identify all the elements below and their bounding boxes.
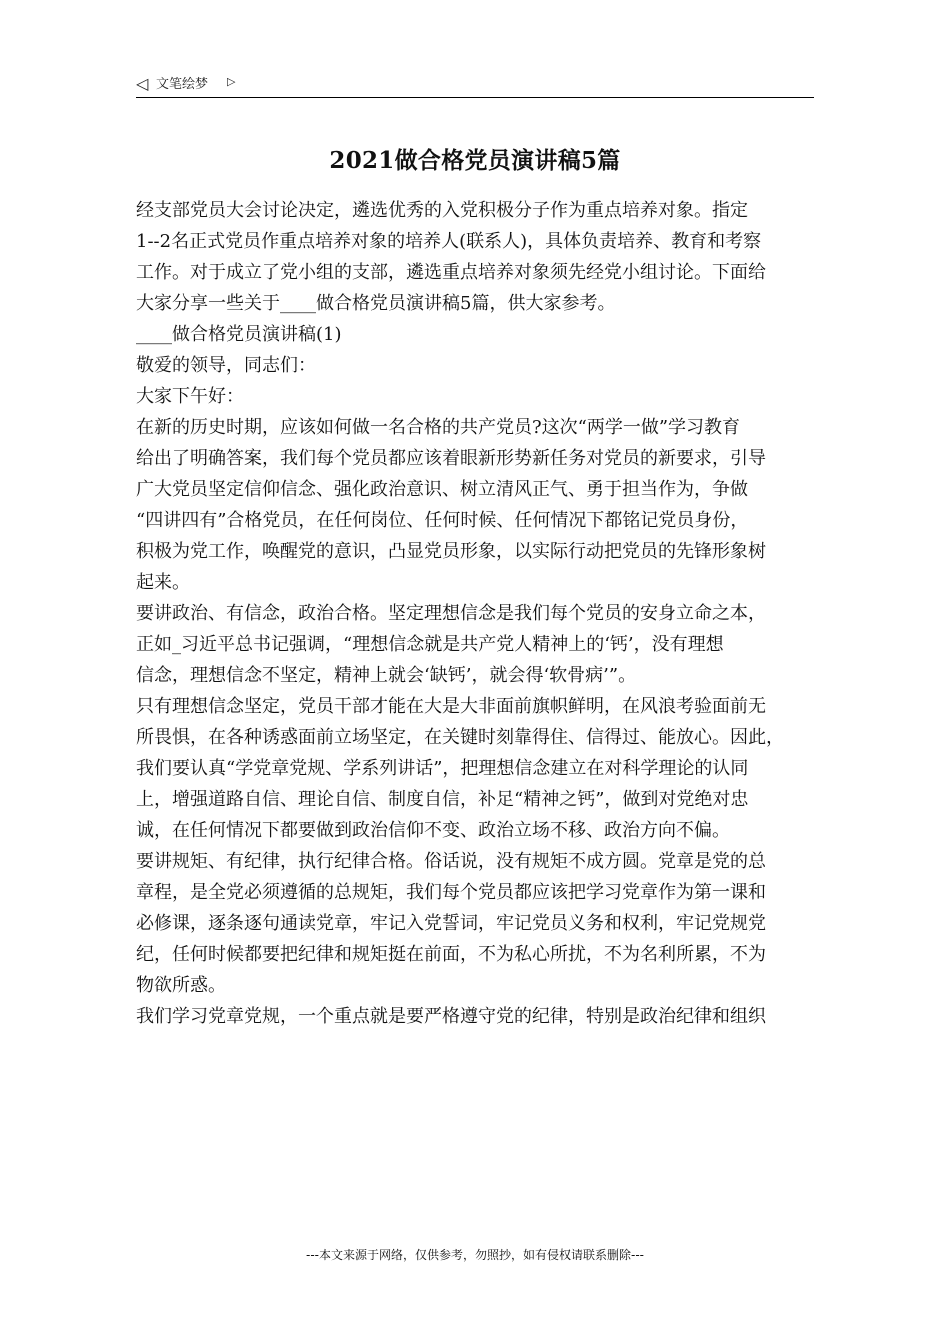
text-line: 纪，任何时候都要把纪律和规矩挺在前面，不为私心所扰，不为名利所累，不为 <box>136 944 766 965</box>
text-line: 工作。对于成立了党小组的支部，遴选重点培养对象须先经党小组讨论。下面给 <box>136 262 766 283</box>
triangle-left-icon: ◁ <box>136 74 149 93</box>
document-title: 2021做合格党员演讲稿5篇 <box>329 147 621 174</box>
page-header <box>136 74 814 98</box>
footer-disclaimer: ---本文来源于网络，仅供参考，勿照抄，如有侵权请联系删除--- <box>306 1248 644 1262</box>
text-line: 所畏惧，在各种诱惑面前立场坚定，在关键时刻靠得住、信得过、能放心。因此， <box>136 727 784 748</box>
text-line: 必修课，逐条逐句通读党章，牢记入党誓词，牢记党员义务和权利，牢记党规党 <box>136 913 766 934</box>
header-divider <box>136 97 814 98</box>
text-line: 起来。 <box>136 572 190 593</box>
text-line: 要讲政治、有信念，政治合格。坚定理想信念是我们每个党员的安身立命之本， <box>136 603 766 624</box>
text-line: 在新的历史时期，应该如何做一名合格的共产党员?这次“两学一做”学习教育 <box>136 417 741 438</box>
text-line: 物欲所惑。 <box>136 975 226 996</box>
document-body <box>136 195 816 1032</box>
text-line: 只有理想信念坚定，党员干部才能在大是大非面前旗帜鲜明，在风浪考验面前无 <box>136 696 766 717</box>
text-line: 大家分享一些关于____做合格党员演讲稿5篇，供大家参考。 <box>136 293 616 314</box>
triangle-right-icon: ▷ <box>227 75 236 88</box>
text-line: 诚，在任何情况下都要做到政治信仰不变、政治立场不移、政治方向不偏。 <box>136 820 730 841</box>
text-line: 上，增强道路自信、理论自信、制度自信，补足“精神之钙”，做到对党绝对忠 <box>136 789 749 810</box>
text-line: 积极为党工作，唤醒党的意识，凸显党员形象，以实际行动把党员的先锋形象树 <box>136 541 766 562</box>
section-heading: ____做合格党员演讲稿(1) <box>136 324 342 345</box>
text-line: 经支部党员大会讨论决定，遴选优秀的入党积极分子作为重点培养对象。指定 <box>136 200 748 221</box>
text-line: 章程，是全党必须遵循的总规矩，我们每个党员都应该把学习党章作为第一课和 <box>136 882 766 903</box>
text-line: 我们要认真“学党章党规、学系列讲话”，把理想信念建立在对科学理论的认同 <box>136 758 749 779</box>
text-line: 给出了明确答案，我们每个党员都应该着眼新形势新任务对党员的新要求，引导 <box>136 448 766 469</box>
text-line: 正如_习近平总书记强调，“理想信念就是共产党人精神上的‘钙’，没有理想 <box>136 634 724 655</box>
text-line: 信念，理想信念不坚定，精神上就会‘缺钙’，就会得‘软骨病’”。 <box>136 665 637 686</box>
text-line: 我们学习党章党规，一个重点就是要严格遵守党的纪律，特别是政治纪律和组织 <box>136 1006 766 1027</box>
text-line: 敬爱的领导，同志们： <box>136 355 316 376</box>
text-line: 大家下午好： <box>136 386 244 407</box>
text-line: 广大党员坚定信仰信念、强化政治意识、树立清风正气、勇于担当作为，争做 <box>136 479 748 500</box>
header-brand: 文笔绘梦 <box>156 77 209 92</box>
text-line: 要讲规矩、有纪律，执行纪律合格。俗话说，没有规矩不成方圆。党章是党的总 <box>136 851 766 872</box>
text-line: “四讲四有”合格党员，在任何岗位、任何时候、任何情况下都铭记党员身份， <box>136 510 749 531</box>
text-line: 1--2名正式党员作重点培养对象的培养人(联系人)，具体负责培养、教育和考察 <box>136 231 762 252</box>
